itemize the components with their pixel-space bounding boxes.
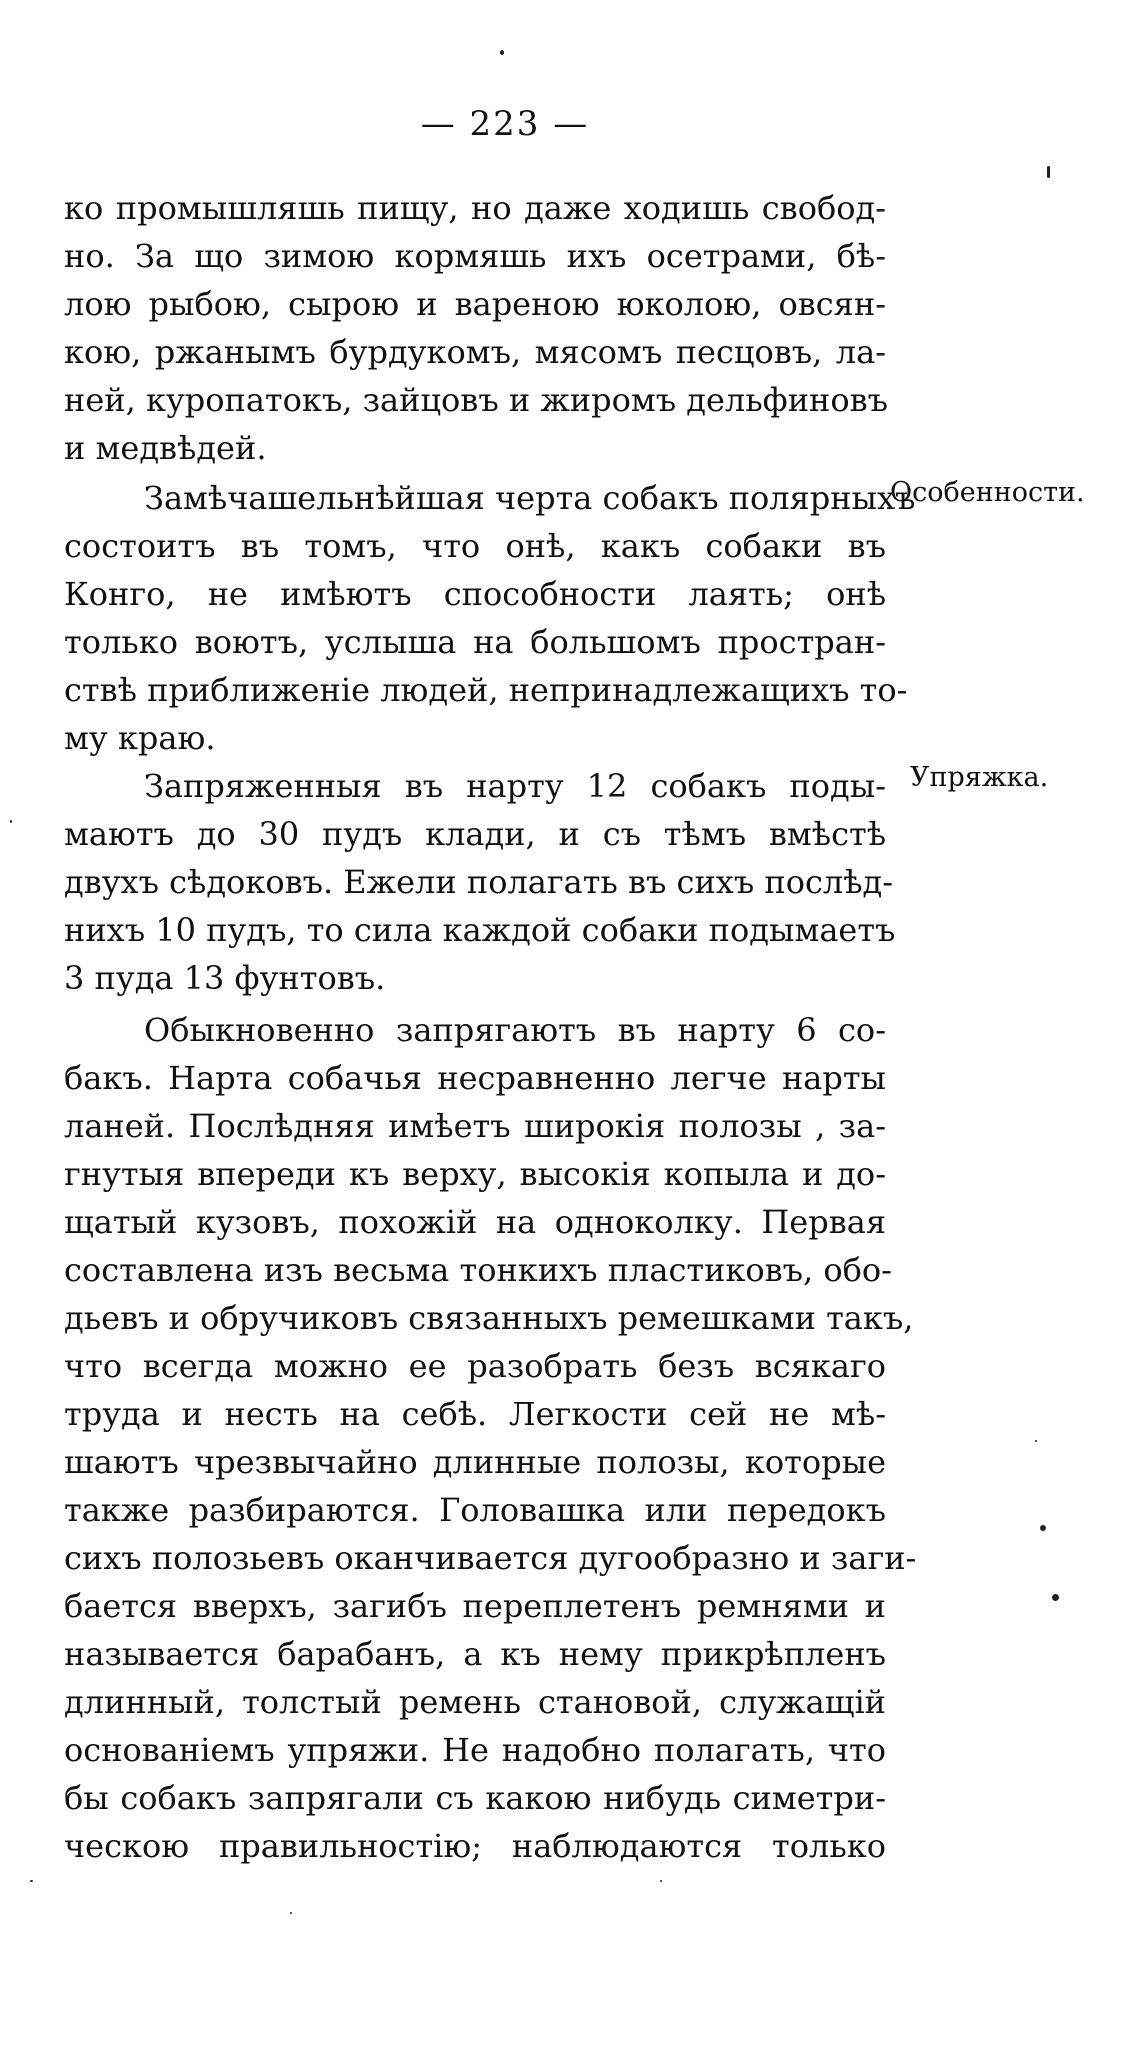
- scan-speck: [10, 820, 12, 823]
- text-line: ческою правильностію; наблюдаются только: [64, 1827, 886, 1865]
- text-line: ствѣ приближеніе людей, непринадлежащихъ то-: [64, 671, 908, 709]
- text-line: бакъ. Нарта собачья несравненно легче нарты: [64, 1059, 886, 1097]
- text-line: гнутыя впереди къ верху, высокія копыла и до-: [64, 1155, 886, 1193]
- text-line: лою рыбою, сырою и вареною юколою, овсян-: [64, 285, 886, 323]
- scan-speck: [1040, 1525, 1046, 1531]
- page-number: — 223 —: [420, 104, 590, 144]
- text-line: Замѣчашельнѣйшая черта собакъ полярныхъ: [144, 479, 916, 517]
- scan-speck: [290, 1912, 292, 1914]
- text-line: сихъ полозьевъ оканчивается дугообразно и заги-: [64, 1539, 917, 1577]
- scan-speck: [30, 1880, 33, 1882]
- text-line: труда и несть на себѣ. Легкости сей не мѣ-: [64, 1395, 886, 1433]
- text-line: что всегда можно ее разобрать безъ всякаго: [64, 1347, 886, 1385]
- text-line: ко промышляшь пищу, но даже ходишь свобод-: [64, 189, 886, 227]
- text-line: нихъ 10 пудъ, то сила каждой собаки подымаетъ: [64, 911, 896, 949]
- text-line: ней, куропатокъ, зайцовъ и жиромъ дельфиновъ: [64, 381, 889, 419]
- text-line: только воютъ, услыша на большомъ простран-: [64, 623, 886, 661]
- text-line: также разбираются. Головашка или передокъ: [64, 1491, 886, 1529]
- text-line: Запряженныя въ нарту 12 собакъ поды-: [144, 767, 886, 805]
- scan-speck: [1047, 166, 1050, 178]
- text-line: бы собакъ запрягали съ какою нибудь симетри-: [64, 1779, 886, 1817]
- text-line: ланей. Послѣдняя имѣетъ широкія полозы , за-: [64, 1107, 886, 1145]
- text-line: основаніемъ упряжи. Не надобно полагать, что: [64, 1731, 886, 1769]
- text-line: и медвѣдей.: [64, 429, 267, 467]
- scan-speck: [1052, 1594, 1059, 1601]
- text-line: шаютъ чрезвычайно длинные полозы, которые: [64, 1443, 886, 1481]
- text-line: длинный, толстый ремень становой, служащій: [64, 1683, 886, 1721]
- text-line: состоитъ въ томъ, что онѣ, какъ собаки въ: [64, 527, 886, 565]
- text-line: му краю.: [64, 719, 216, 757]
- text-line: но. За що зимою кормяшь ихъ осетрами, бѣ-: [64, 237, 886, 275]
- scan-speck: [500, 50, 504, 55]
- text-line: 3 пуда 13 фунтовъ.: [64, 959, 386, 997]
- margin-note-harness: Упряжка.: [910, 762, 1049, 793]
- text-line: Конго, не имѣютъ способности лаять; онѣ: [64, 575, 886, 613]
- text-line: называется барабанъ, а къ нему прикрѣпленъ: [64, 1635, 886, 1673]
- text-line: Обыкновенно запрягаютъ въ нарту 6 со-: [144, 1011, 886, 1049]
- text-line: бается вверхъ, загибъ переплетенъ ремнями и: [64, 1587, 886, 1625]
- text-line: щатый кузовъ, похожій на одноколку. Первая: [64, 1203, 886, 1241]
- text-line: кою, ржанымъ бурдукомъ, мясомъ песцовъ, ла-: [64, 333, 886, 371]
- scan-speck: [1035, 1440, 1037, 1442]
- scan-speck: [660, 1880, 662, 1882]
- text-line: маютъ до 30 пудъ клади, и съ тѣмъ вмѣстѣ: [64, 815, 886, 853]
- margin-note-features: Особенности.: [890, 477, 1085, 508]
- text-line: составлена изъ весьма тонкихъ пластиковъ, обо-: [64, 1251, 892, 1289]
- text-line: дьевъ и обручиковъ связанныхъ ремешками такъ,: [64, 1299, 914, 1337]
- text-line: двухъ сѣдоковъ. Ежели полагать въ сихъ послѣд-: [64, 863, 894, 901]
